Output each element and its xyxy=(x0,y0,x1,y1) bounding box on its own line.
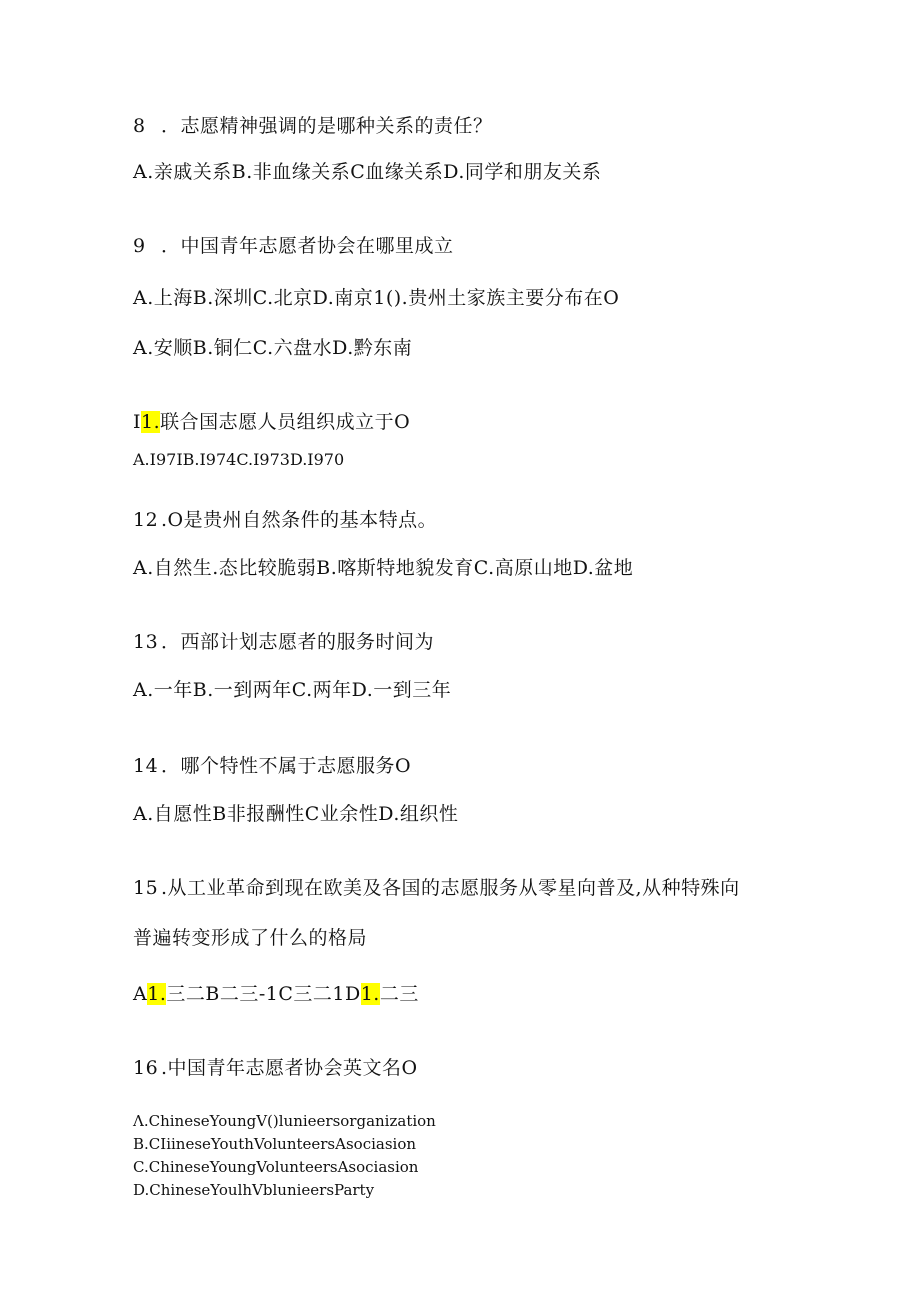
question-number-prefix: I xyxy=(133,411,142,433)
options-text: A.安顺B.铜仁C.六盘水D.黔东南 xyxy=(133,337,413,359)
options-15 xyxy=(133,982,419,1006)
options-13 xyxy=(133,678,451,702)
question-text: ．志愿精神强调的是哪种关系的责任？ xyxy=(161,115,493,137)
question-9 xyxy=(133,234,454,258)
question-text: 普遍转变形成了什么的格局 xyxy=(133,927,368,949)
option-a-letter: A xyxy=(133,983,148,1005)
options-text: A.亲戚关系B.非血缘关系C血缘关系D.同学和朋友关系 xyxy=(133,161,602,183)
options-9 xyxy=(133,286,619,310)
options-text: A.上海B.深圳C.北京D.南京1().贵州土家族主要分布在O xyxy=(133,287,620,309)
question-text: .从工业革命到现在欧美及各国的志愿服务从零星向普及,从种特殊向 xyxy=(161,877,740,899)
options-10 xyxy=(133,336,412,360)
question-number: 8 xyxy=(133,115,146,137)
options-text: D.ChineseYoulhVblunieersParty xyxy=(133,1181,375,1199)
question-text: 联合国志愿人员组织成立于O xyxy=(160,411,411,433)
question-15 xyxy=(133,876,740,900)
options-text: C.ChineseYoungVolunteersAsociasion xyxy=(133,1158,419,1176)
english-option-a xyxy=(133,1111,436,1131)
options-text: A.自然生.态比较脆弱B.喀斯特地貌发育C.高原山地D.盆地 xyxy=(133,557,634,579)
options-text: 二三 xyxy=(379,983,419,1005)
question-number: 13 xyxy=(133,631,159,653)
highlight-mark: 1. xyxy=(147,983,167,1005)
question-text: ．哪个特性不属于志愿服务O xyxy=(161,755,412,777)
options-text: B.CIiineseYouthVolunteersAsociasion xyxy=(133,1135,417,1153)
question-text: ．西部计划志愿者的服务时间为 xyxy=(161,631,435,653)
english-option-c xyxy=(133,1157,418,1177)
options-11 xyxy=(133,450,344,470)
highlight-mark: 1. xyxy=(141,411,161,433)
question-number: 14 xyxy=(133,755,159,777)
question-16 xyxy=(133,1056,418,1080)
question-11 xyxy=(133,410,410,434)
options-text: A.一年B.一到两年C.两年D.一到三年 xyxy=(133,679,452,701)
question-15-continued xyxy=(133,926,367,950)
options-text: Λ.ChineseYoungV()lunieersorganization xyxy=(133,1112,436,1130)
options-12 xyxy=(133,556,633,580)
question-number: 9 xyxy=(133,235,146,257)
english-option-d xyxy=(133,1180,374,1200)
question-text: .中国青年志愿者协会英文名O xyxy=(161,1057,418,1079)
question-text: .O是贵州自然条件的基本特点。 xyxy=(161,509,438,531)
question-8 xyxy=(133,114,493,138)
question-number: 15 xyxy=(133,877,159,899)
question-14 xyxy=(133,754,411,778)
options-text: A.I97IB.I974C.I973D.I970 xyxy=(133,450,345,469)
question-text: ．中国青年志愿者协会在哪里成立 xyxy=(161,235,454,257)
question-13 xyxy=(133,630,434,654)
options-8 xyxy=(133,160,601,184)
question-12 xyxy=(133,508,437,532)
highlight-mark: 1. xyxy=(360,983,380,1005)
question-number: 16 xyxy=(133,1057,159,1079)
options-text: A.自愿性B非报酬性C业余性D.组织性 xyxy=(133,803,459,825)
english-option-b xyxy=(133,1134,416,1154)
question-number: 12 xyxy=(133,509,159,531)
options-text: 三二B二三-1C三二1D xyxy=(166,983,361,1005)
options-14 xyxy=(133,802,458,826)
